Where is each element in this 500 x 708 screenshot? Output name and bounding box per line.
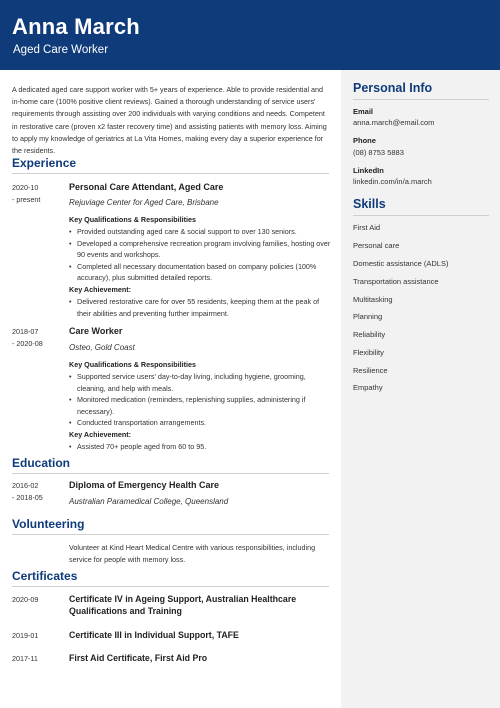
job-achievement-label: Key Achievement: xyxy=(69,285,132,294)
skill-item: Transportation assistance xyxy=(353,277,439,286)
job-achievement-list xyxy=(69,296,331,319)
list-item: • Monitored medication (reminders, replenishing supplies, administering if necessary). xyxy=(69,394,331,417)
skills-heading: Skills xyxy=(353,197,386,211)
certificate-date: 2017-11 xyxy=(12,654,38,663)
education-school: Australian Paramedical College, Queensland xyxy=(69,497,229,506)
phone-value: (08) 8753 5883 xyxy=(353,148,404,157)
certificate-name: First Aid Certificate, First Aid Pro xyxy=(69,653,208,663)
list-item: • Developed a comprehensive recreation program involving families, hosting over 90 events and workshops. xyxy=(69,238,331,261)
list-item: • Delivered restorative care for over 55 residents, keeping them at the peak of their abilities and preventing further impairment. xyxy=(69,296,331,319)
job-qualifications-label: Key Qualifications & Responsibilities xyxy=(69,215,197,224)
personal-info-divider xyxy=(353,99,489,100)
skill-item: Empathy xyxy=(353,383,383,392)
email-label: Email xyxy=(353,107,374,116)
personal-info-heading: Personal Info xyxy=(353,81,433,95)
certificates-divider xyxy=(12,586,329,587)
candidate-job-title: Aged Care Worker xyxy=(13,44,109,56)
certificate-name: Certificate IV in Ageing Support, Australian Healthcare Qualifications and Training xyxy=(69,594,297,616)
linkedin-value[interactable]: linkedin.com/in/a.march xyxy=(353,177,432,186)
job-achievement-list xyxy=(69,441,331,453)
certificate-name: Certificate III in Individual Support, TAFE xyxy=(69,630,239,640)
education-date-end: - 2018-05 xyxy=(12,492,43,502)
skill-item: Reliability xyxy=(353,330,386,339)
email-value[interactable]: anna.march@email.com xyxy=(353,118,435,127)
certificates-heading: Certificates xyxy=(12,569,78,583)
list-item: • Conducted transportation arrangements. xyxy=(69,417,331,429)
job-date-end: - 2020-08 xyxy=(12,338,43,348)
skill-item: Personal care xyxy=(353,241,400,250)
job-qualifications-list xyxy=(69,226,331,284)
job-date-range xyxy=(12,182,62,205)
skill-item: Resilience xyxy=(353,366,388,375)
volunteering-divider xyxy=(12,534,329,535)
skill-item: Planning xyxy=(353,312,383,321)
certificate-date: 2019-01 xyxy=(12,631,39,640)
job-date-end: - present xyxy=(12,194,41,204)
education-date-range xyxy=(12,480,62,503)
certificate-date: 2020-09 xyxy=(12,595,39,604)
phone-label: Phone xyxy=(353,136,376,145)
job-date-start: 2020-10 xyxy=(12,183,39,192)
job-achievement-label: Key Achievement: xyxy=(69,430,132,439)
volunteering-heading: Volunteering xyxy=(12,517,85,531)
job-title: Personal Care Attendant, Aged Care xyxy=(69,182,224,192)
skill-item: Multitasking xyxy=(353,295,393,304)
job-employer: Osteo, Gold Coast xyxy=(69,343,135,352)
job-date-range xyxy=(12,326,62,349)
skill-item: Flexibility xyxy=(353,348,384,357)
volunteering-description: Volunteer at Kind Heart Medical Centre with various responsibilities, including service for people with memory loss. xyxy=(69,543,316,564)
list-item: • Assisted 70+ people aged from 60 to 95. xyxy=(69,441,331,453)
linkedin-label: LinkedIn xyxy=(353,166,384,175)
list-item: • Completed all necessary documentation based on company policies (100% accuracy), plus submitted detailed reports. xyxy=(69,261,331,284)
experience-heading: Experience xyxy=(12,156,77,170)
education-heading: Education xyxy=(12,456,71,470)
education-divider xyxy=(12,473,329,474)
job-employer: Rejuviage Center for Aged Care, Brisbane xyxy=(69,198,219,207)
job-qualifications-list xyxy=(69,371,331,429)
experience-divider xyxy=(12,173,329,174)
skill-item: First Aid xyxy=(353,223,381,232)
job-date-start: 2018-07 xyxy=(12,327,39,336)
job-title: Care Worker xyxy=(69,326,123,336)
skills-divider xyxy=(353,215,489,216)
list-item: • Supported service users' day-to-day living, including hygiene, grooming, cleaning, and help with meals. xyxy=(69,371,331,394)
resume-header xyxy=(0,0,500,70)
candidate-name: Anna March xyxy=(12,14,140,39)
education-degree: Diploma of Emergency Health Care xyxy=(69,480,220,490)
education-date-start: 2016-02 xyxy=(12,481,39,490)
job-qualifications-label: Key Qualifications & Responsibilities xyxy=(69,360,197,369)
profile-summary: A dedicated aged care support worker with 5+ years of experience. Able to provide residential and in-home care (100% positive client reviews). Gained a thorough understanding of service users' requirements through assisting over 200 individuals with varying conditions and needs. Competent in restorative care (proven x2 faster recovery time) and assisting patients with memory loss. Aiming to apply my knowledge of geriatrics at La Vita Homes, making every day a superior experience for the residents. xyxy=(12,85,327,156)
skill-item: Domestic assistance (ADLS) xyxy=(353,259,449,268)
list-item: • Provided outstanding aged care & social support to over 130 seniors. xyxy=(69,226,331,238)
